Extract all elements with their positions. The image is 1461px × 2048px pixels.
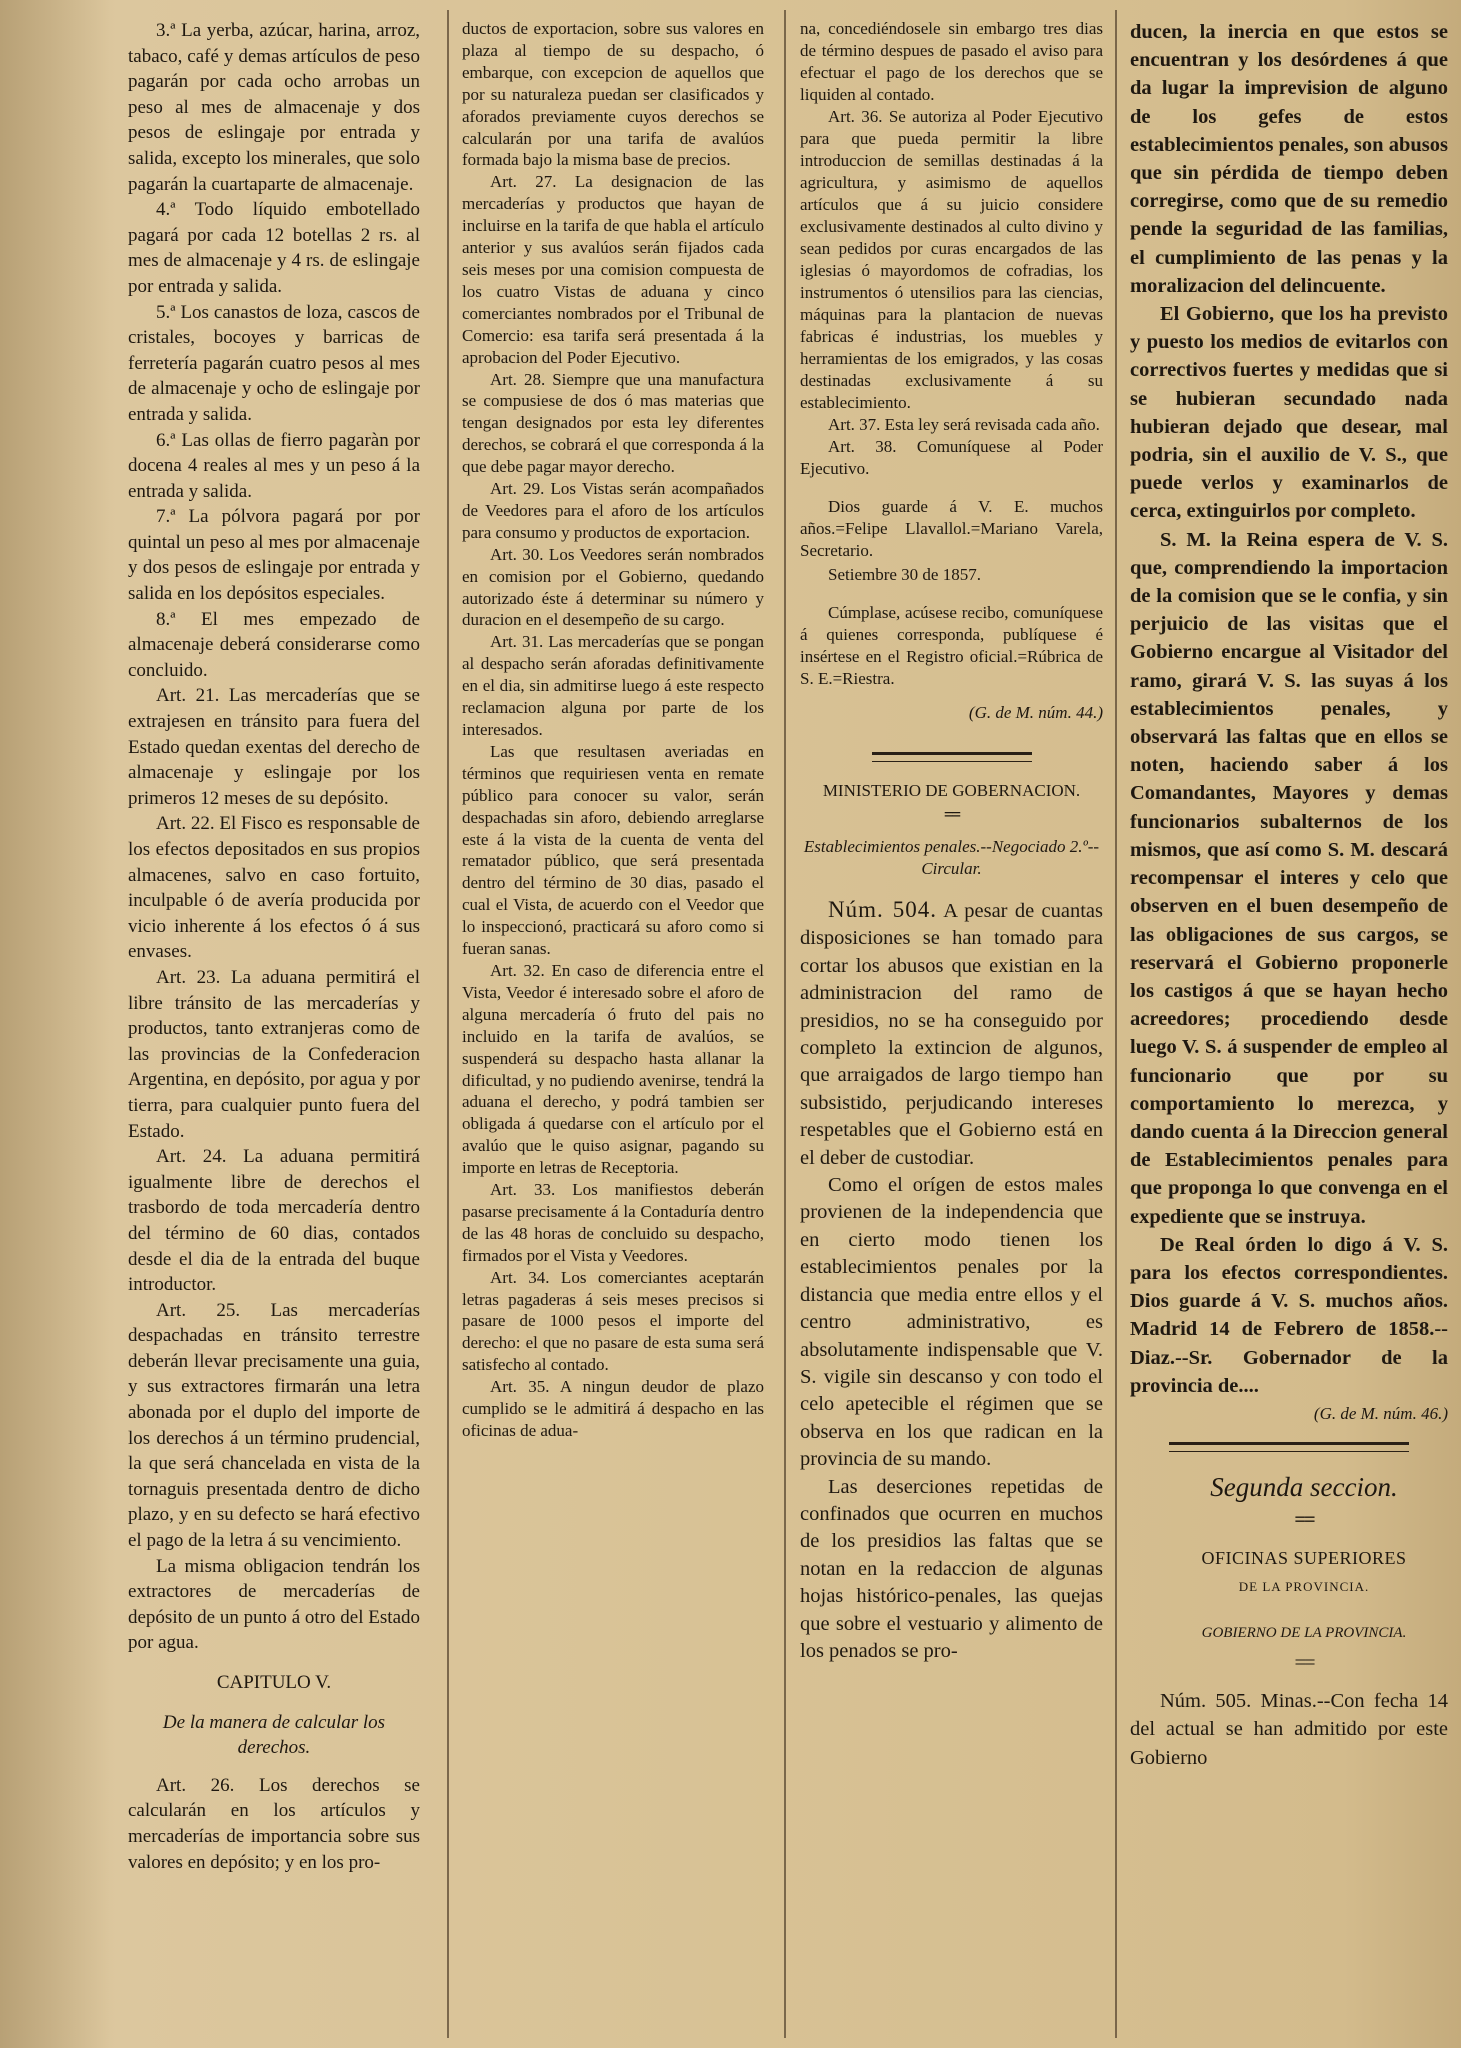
paragraph: Art. 22. El Fisco es responsable de los efectos depositados en sus propios almacenes, salvo en caso fortuito, inculpable ó de avería producida por vicio inherente á los efectos ó á sus envases. (128, 813, 420, 963)
paragraph: 3.ª La yerba, azúcar, harina, arroz, tabaco, café y demas artículos de peso pagarán por cada ocho arrobas un peso al mes de almacenaje y dos pesos de eslingaje por entrada y salida, excepto los minerales, que solo pagarán la cuartaparte de almacenaje. (128, 20, 420, 195)
paragraph: Art. 28. Siempre que una manufactura se compusiese de dos ó mas materias que tengan designados por esta ley diferentes derechos, se cobrará el que corresponda á la que debe pagar mayor derecho. (462, 369, 764, 477)
column-1 (128, 18, 420, 2040)
double-rule: == (1294, 1509, 1314, 1532)
double-rule: == (1294, 1651, 1314, 1674)
paragraph: 6.ª Las ollas de fierro pagaràn por docena 4 reales al mes y un peso á la entrada y salida. (128, 429, 420, 502)
paragraph: Art. 26. Los derechos se calcularán en los artículos y mercaderías de importancia sobre sus valores en depósito; y en los pro- (128, 1774, 420, 1873)
paragraph: Art. 35. A ningun deudor de plazo cumplido se le admitirá á despacho en las oficinas de adua- (462, 1377, 764, 1440)
paragraph: Art. 23. La aduana permitirá el libre tránsito de las mercaderías y productos, tanto extranjeras como de las provincias de la Confederacion Argentina, en depósito, por agua y por tierra, para cualquier punto fuera del Estado. (128, 966, 420, 1142)
paragraph: Art. 31. Las mercaderías que se pongan al despacho serán aforadas definitivamente en el dia, sin admitirse luego á este respecto reclamacion alguna por parte de los interesados. (462, 632, 764, 739)
page-shadow (0, 0, 110, 2048)
section-heading: Segunda seccion. (1210, 1472, 1398, 1503)
paragraph: Art. 27. La designacion de las mercaderías y productos que hayan de incluirse en la tarifa de que habla el artículo anterior y sus avalúos serán fijados cada seis meses por una comision compuesta de los cuatro Vistas de aduana y cinco comerciantes nombrados por el Tribunal de Comercio: esa tarifa será presentada á la aprobacion del Poder Ejecutivo. (462, 172, 764, 367)
offices-subheading: DE LA PROVINCIA. (1238, 1578, 1370, 1594)
paragraph: S. M. la Reina espera de V. S. que, comprendiendo la importacion de la comision que se le confia, y sin perjuicio de las visitas que el Gobierno encargue al Visitador del ramo, girará V. S. las suyas á los establecimientos penales, y observará las faltas que en ellos se noten, haciendo saber á los Comandantes, Mayores y demas funcionarios subalternos de los mismos, que así como S. M. descará recompensar el interes y celo que observen en el buen desempeño de las obligaciones de sus cargos, se reservará el Gobierno proponerle los castigos á que se hayan hecho acreedores; procediendo desde luego V. S. á suspender de empleo al funcionario que por su comportamiento lo merezca, y dando cuenta á la Direccion general de Establecimientos penales para que proponga lo que convenga en el expediente que se instruya. (1130, 528, 1448, 1228)
paragraph: A pesar de cuantas disposiciones se han tomado para cortar los abusos que existian en la administracion del ramo de presidios, no se ha conseguido por completo la extincion de algunos, que arraigados de largo tiempo han subsistido, perjudicando intereses respetables que el Gobierno está en el deber de custodiar. (800, 900, 1103, 1169)
column-4 (1130, 18, 1448, 2040)
paragraph: Art. 32. En caso de diferencia entre el Vista, Veedor é interesado sobre el aforo de alguna mercadería ó fruto del pais no incluido en la tarifa de avalúos, se suspenderá su despacho hasta allanar la dificultad, y no pudiendo avenirse, tendrá la aduana el derecho, y podrá tambien ser obligada á quedarse con el artículo por el avalúo que le quiso asignar, pagando su importe en letras de Receptoria. (462, 960, 764, 1178)
paragraph: Art. 37. Esta ley será revisada cada año. (828, 415, 1100, 434)
paragraph: Art. 21. Las mercaderías que se extrajesen en tránsito para fuera del Estado quedan exentas del derecho de almacenaje y eslingaje por los primeros 12 meses de su depósito. (128, 685, 420, 809)
section-divider (872, 752, 1032, 762)
circular-body (800, 896, 1103, 1665)
paragraph: 4.ª Todo líquido embotellado pagará por cada 12 botellas 2 rs. al mes de almacenaje y 4 rs. de eslingaje por entrada y salida. (128, 199, 420, 297)
chapter-heading: CAPITULO V. (216, 1672, 332, 1693)
column-rule-2 (784, 10, 786, 2038)
government-heading: GOBIERNO DE LA PROVINCIA. (1201, 1624, 1407, 1641)
paragraph: Art. 34. Los comerciantes aceptarán letras pagaderas á seis meses precisos si pasare de 1000 pesos el importe del derecho: el que no pasare de esta suma será satisfecho al contado. (462, 1267, 764, 1375)
subject-line: Establecimientos penales.--Negociado 2.º--Circular. (803, 837, 1100, 878)
paragraph: 7.ª La pólvora pagará por por quintal un peso al mes por almacenaje y dos pesos de eslingaje por entrada y salida en los depósitos especiales. (128, 506, 420, 605)
paragraph: 5.ª Los canastos de loza, cascos de cristales, bocoyes y barricas de ferretería pagarán cuatro pesos al mes de almacenaje y ocho de eslingaje por entrada y salida. (128, 301, 420, 425)
paragraph: ductos de exportacion, sobre sus valores en plaza al tiempo de su despacho, ó embarque, con excepcion de aquellos que por su naturaleza puedan ser clasificados y aforados previamente cuyos derechos se calcularán por una tarifa de avalúos formada bajo la misma base de precios. (462, 19, 764, 170)
paragraph: Art. 24. La aduana permitirá igualmente libre de derechos el trasbordo de toda mercadería dentro del término de 60 dias, contados desde el dia de la entrada del buque introductor. (128, 1146, 420, 1296)
offices-heading: OFICINAS SUPERIORES (1201, 1548, 1407, 1569)
date-line: Setiembre 30 de 1857. (828, 565, 981, 584)
source-citation: (G. de M. núm. 46.) (1313, 1403, 1448, 1423)
column-rule-3 (1115, 10, 1117, 2038)
source-citation: (G. de M. núm. 44.) (968, 703, 1103, 722)
paragraph: Art. 33. Los manifiestos deberán pasarse precisamente á la Contaduría dentro de las 48 horas de concluido su despacho, firmados por el Vista y Veedores. (462, 1180, 764, 1265)
column-rule-1 (447, 10, 449, 2038)
paragraph: Las deserciones repetidas de confinados que ocurren en muchos de los presidios las faltas que se notan en la redaccion de algunas hojas histórico-penales, las quejas que sobre el vestuario y alimento de los penados se pro- (800, 1475, 1103, 1662)
paragraph: El Gobierno, que los ha previsto y puesto los medios de evitarlos con correctivos fuertes y medidas que si se hubieran secundado nada hubieran dejado que desear, mal podria, sin el auxilio de V. S., que puede verlos y examinarlos de cerca, extinguirlos por completo. (1130, 303, 1448, 523)
column-2 (462, 18, 764, 2040)
paragraph: Art. 38. Comuníquese al Poder Ejecutivo. (800, 437, 1103, 478)
closing-formula: Dios guarde á V. E. muchos años.=Felipe Llavallol.=Mariano Varela, Secretario. (800, 497, 1103, 560)
number-label: Núm. 504. (828, 897, 937, 922)
paragraph: De Real órden lo digo á V. S. para los efectos correspondientes. Dios guarde á V. S. muchos años. Madrid 14 de Febrero de 1858.--Diaz.--Sr. Gobernador de la provincia de.... (1130, 1233, 1448, 1397)
paragraph: Art. 29. Los Vistas serán acompañados de Veedores para el aforo de los artículos para consumo y productos de exportacion. (462, 479, 764, 542)
paragraph: Art. 30. Los Veedores serán nombrados en comision por el Gobierno, quedando autorizado éste á determinar su número y duracion en el desempeño de su cargo. (462, 544, 764, 630)
ministry-heading: MINISTERIO DE GOBERNACION. (822, 781, 1081, 800)
paragraph: 8.ª El mes empezado de almacenaje deberá considerarse como concluido. (128, 608, 420, 681)
paragraph: Núm. 505. Minas.--Con fecha 14 del actual se han admitido por este Gobierno (1130, 1690, 1448, 1769)
column-3 (800, 18, 1103, 2040)
section-divider (1169, 1442, 1409, 1452)
paragraph: La misma obligacion tendrán los extractores de mercaderías de depósito de un punto á otro del Estado por agua. (128, 1555, 420, 1654)
double-rule: == (943, 805, 960, 824)
paragraph: ducen, la inercia en que estos se encuentran y los desórdenes á que da lugar la imprevision de alguno de los gefes de estos establecimientos penales, son abusos que sin pérdida de tiempo deben corregirse, como que de su remedio pende la seguridad de las familias, el cumplimiento de las penas y la moralizacion del delincuente. (1130, 21, 1448, 297)
paragraph: Art. 36. Se autoriza al Poder Ejecutivo para que pueda permitir la libre introduccion de semillas destinadas á la agricultura, y asimismo de aquellos artículos que á su juicio considere exclusivamente destinados al culto divino y sean pedidos por curas encargados de las iglesias ó mayordomos de cofradias, los instrumentos ó utensilios para las ciencias, máquinas para la plantacion de nuevas fabricas é industrias, los muebles y herramientas de los emigrados, y las cosas destinadas exclusivamente á su establecimiento. (800, 107, 1103, 412)
cumplase-note: Cúmplase, acúsese recibo, comuníquese á quienes corresponda, publíquese é insértese en el Registro oficial.=Rúbrica de S. E.=Riestra. (800, 603, 1103, 688)
paragraph: Como el orígen de estos males provienen de la independencia que en cierto modo tienen los establecimientos penales por la distancia que media entre ellos y el centro administrativo, es absolutamente indispensable que V. S. vigile sin descanso y con todo el celo apetecible el régimen que se observa en los que radican en la provincia de su mando. (800, 1174, 1103, 1471)
paragraph: Las que resultasen averiadas en términos que requiriesen venta en remate público para conocer su valor, serán despachadas sin aforo, debiendo arreglarse este á la vista de la cuenta de venta del rematador público, que será presentada dentro del término de 30 dias, pasado el cual el Vista, de acuerdo con el Veedor que lo inspeccionó, practicará su aforo como si fueran sanas. (462, 741, 764, 959)
chapter-subheading: De la manera de calcular los derechos. (162, 1711, 386, 1759)
paragraph: Art. 25. Las mercaderías despachadas en tránsito terrestre deberán llevar precisamente una guia, y sus extractores firmarán una letra abonada por el duplo del importe de los derechos á un término prudencial, la que será chancelada en vista de la tornaguis presentada dentro de dicho plazo, y en su defecto se hará efectivo el pago de la letra á su vencimiento. (128, 1299, 420, 1552)
paragraph: na, concediéndosele sin embargo tres dias de término despues de pasado el aviso para efectuar el pago de los derechos que se liquiden al contado. (800, 19, 1103, 104)
